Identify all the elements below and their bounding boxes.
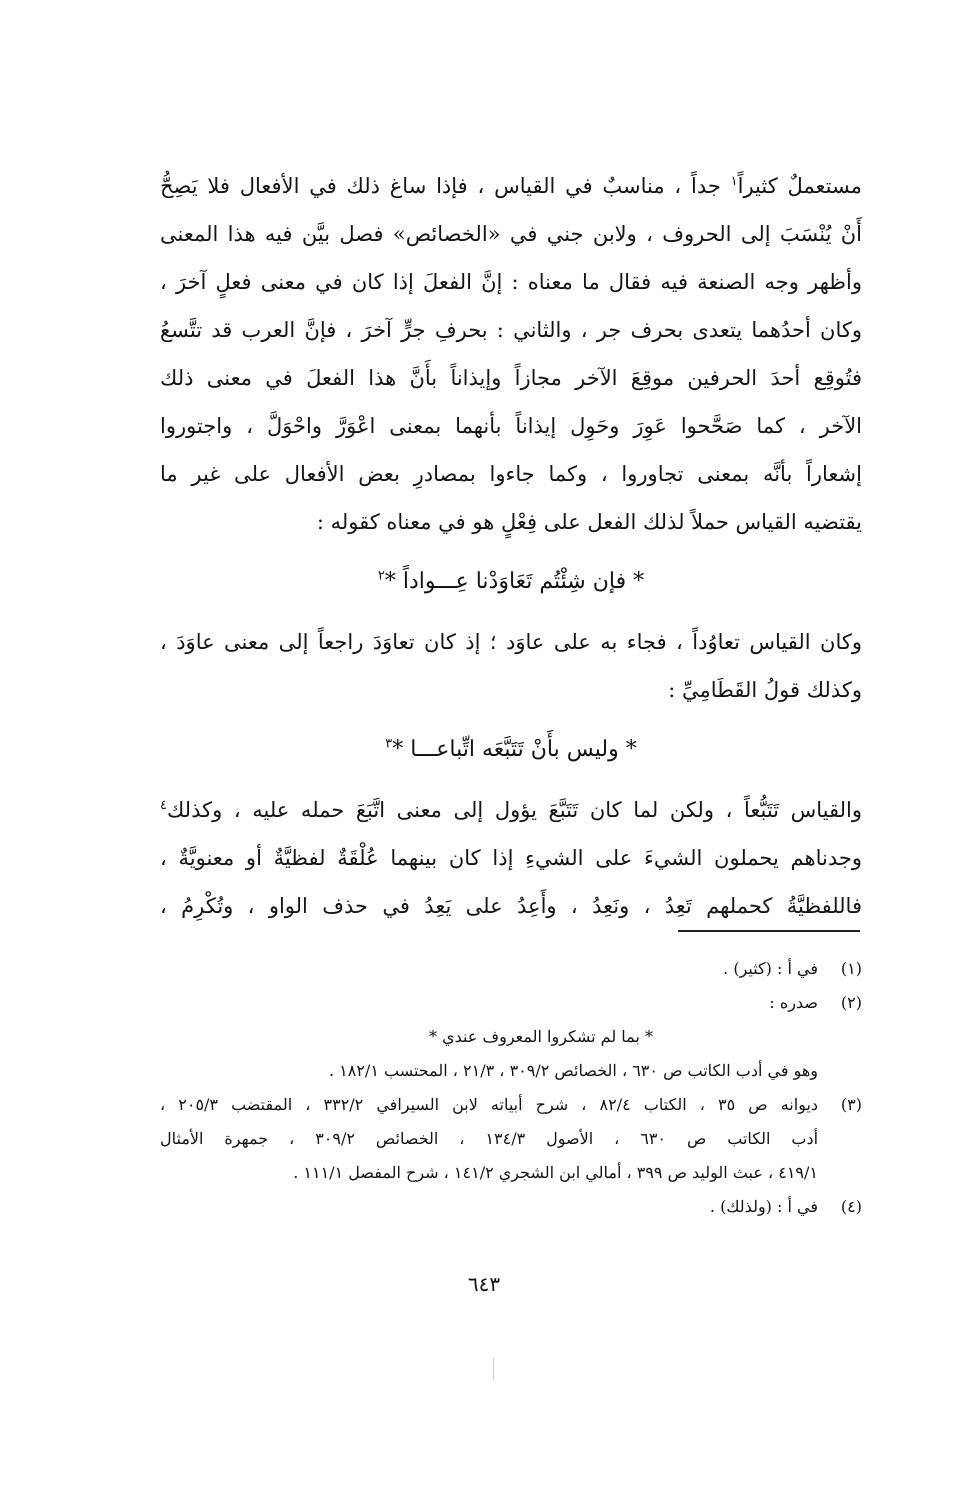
verse-2: * وليس بأَنْ تَتَبَّعَه اتِّباعـــا *$^٣$ [385,736,637,762]
text-line-3: وأظهر وجه الصنعة فيه فقال ما معناه : إنَّ الفعلَ إذا كان في معنى فعلٍ آخرَ ، [160,270,862,294]
text-line-1: مستعملٌ كثيراً$^١$ جداً ، مناسبٌ في القياس ، فإذا ساغ ذلك في الأفعال فلا يَصِحُّ [160,174,862,198]
text-line-2: أَنْ يُنْسَبَ إلى الحروف ، ولابن جني في «الخصائص» فصل بيَّن فيه هذا المعنى [160,222,862,246]
footnote-number: (٣) [840,1095,862,1114]
text-line-8: يقتضيه القياس حملاً لذلك الفعل على فِعْلٍ هو في معناه كقوله : [316,510,862,534]
footnotes [160,952,862,1224]
text-line-6: الآخر ، كما صَحَّحوا عَوِرَ وحَوِل إيذاناً بأنهما بمعنى اعْوَرَّ واحْوَلَّ ، واجتوروا [160,414,862,438]
footnote-continuation: وهو في أدب الكاتب ص ٦٣٠ ، الخصائص ٣٠٩/٢ ، ٢١/٣ ، المحتسب ١٨٢/١ . [328,1061,818,1080]
page-mark [493,1358,494,1380]
text-line-7: إشعاراً بأنَّه بمعنى تجاوروا ، وكما جاءوا بمصادرِ بعض الأفعال على غير ما [160,462,862,486]
footnote-text-line: أدب الكاتب ص ٦٣٠ ، الأصول ١٣٤/٣ ، الخصائص ٣٠٩/٢ ، جمهرة الأمثال [160,1129,818,1148]
footnote-text: في أ : (كثير) . [723,959,818,978]
text-line-12: وجدناهم يحملون الشيءَ على الشيءِ إذا كان بينهما عُلْقَةٌ لفظيَّةٌ أو معنويَّةٌ ، [160,846,862,870]
footnote-marker-3: ٣ [385,736,393,752]
footnote-number: (٢) [840,993,862,1012]
text-line-10: وكذلك قولُ القَطَامِيِّ : [668,678,862,702]
footnote-text: في أ : (ولذلك) . [709,1197,818,1216]
text-line-9: وكان القياس تعاوُداً ، فجاء به على عاوَد ؛ إذ كان تعاوَدَ راجعاً إلى معنى عاوَدَ ، [160,630,862,654]
footnote-marker-2: ٢ [377,568,385,584]
footnote-verse: * بما لم تشكروا المعروف عندي * [429,1027,653,1046]
footnote-text: صدره : [769,993,818,1012]
footnote-divider [678,930,860,932]
footnote-number: (١) [840,959,862,978]
text-line-11: والقياس تَتَبُّعاً ، ولكن لما كان تَتَبَّعَ يؤول إلى معنى اتَّبَعَ حمله عليه ، وكذلك$^٤$ [160,798,862,822]
page-number: ٦٤٣ [467,1272,501,1296]
footnote-4 [160,1190,862,1224]
footnote-number: (٤) [840,1197,862,1216]
footnote-marker-1: ١ [730,174,738,189]
footnote-text-line: ٤١٩/١ ، عبث الوليد ص ٣٩٩ ، أمالي ابن الشجري ١٤١/٢ ، شرح المفصل ١١١/١ . [293,1163,818,1182]
verse-1: * فإن شِئْتُم تَعَاوَدْنا عِـــواداً *$^٢$ [377,568,645,594]
footnote-marker-4: ٤ [160,798,167,813]
footnote-text-line: ديوانه ص ٣٥ ، الكتاب ٨٢/٤ ، شرح أبياته لابن السيرافي ٣٣٢/٢ ، المقتضب ٢٠٥/٣ ، [160,1095,818,1114]
footnote-2 [160,986,862,1020]
footnote-1 [160,952,862,986]
text-line-4: وكان أحدُهما يتعدى بحرف جر ، والثاني : بحرفِ جرٍّ آخرَ ، فإنَّ العرب قد تتَّسعُ [160,318,862,342]
main-text [160,162,862,930]
footnote-3 [160,1088,862,1190]
text-line-5: فتُوقِع أحدَ الحرفين موقِعَ الآخر مجازاً وإيذاناً بأَنَّ هذا الفعلَ في معنى ذلك [160,366,862,390]
text-line-13: فاللفظيَّةُ كحملهم تَعِدُ ، ونَعِدُ ، وأَعِدُ على يَعِدُ في حذف الواو ، وتُكْرِمُ ، [160,894,862,918]
